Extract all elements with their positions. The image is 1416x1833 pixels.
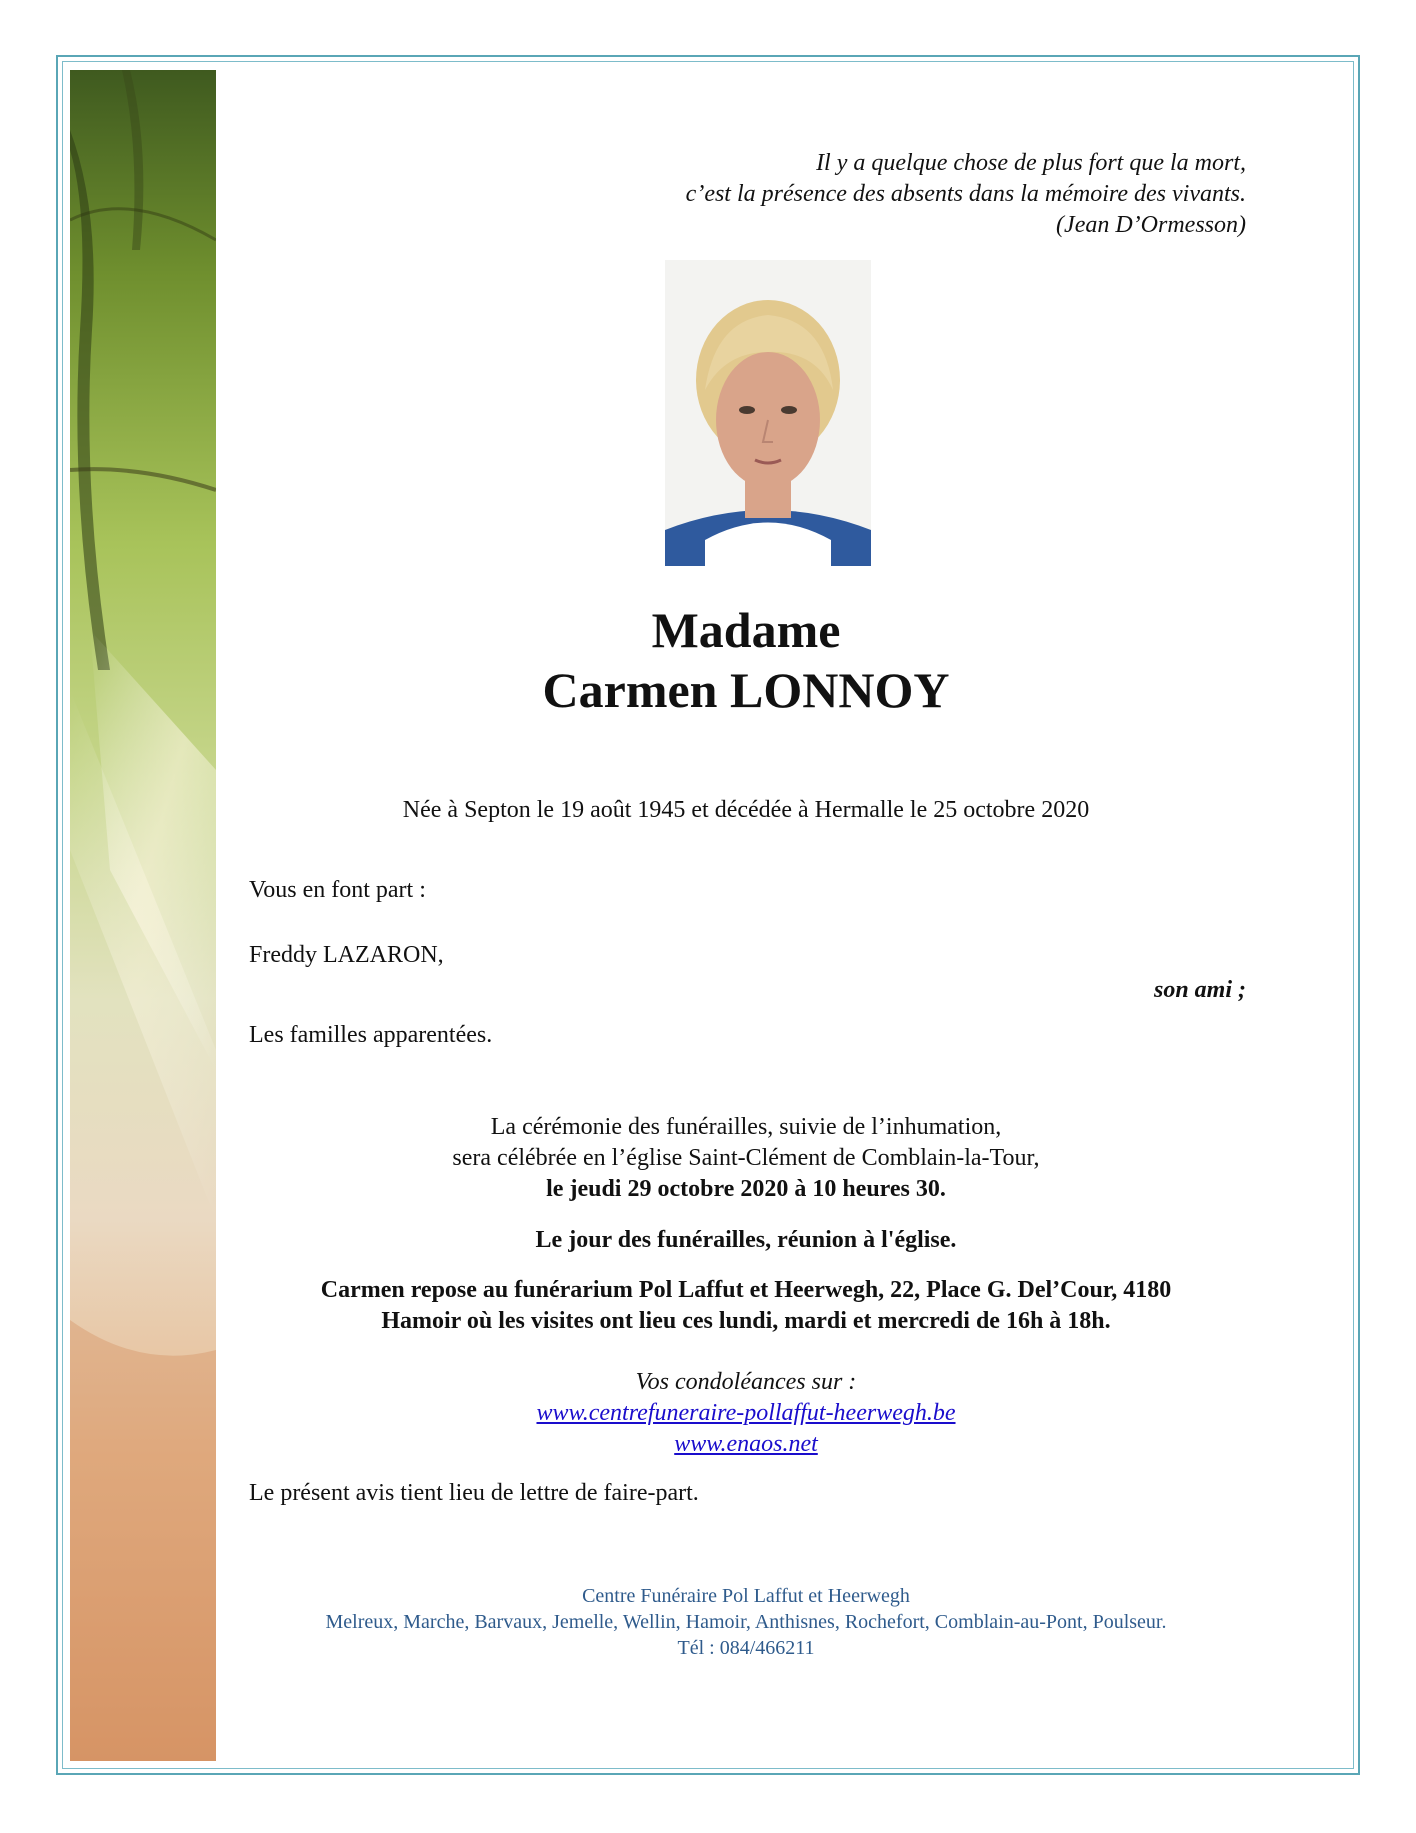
visits-line-1: Carmen repose au funérarium Pol Laffut et Heerwegh, 22, Place G. Del’Cour, 4180	[320, 1277, 1172, 1303]
forest-path-side-image	[70, 70, 216, 1761]
funeral-home-footer	[216, 1583, 1276, 1661]
condolences-link-centrefuneraire[interactable]: www.centrefuneraire-pollaffut-heerwegh.be	[536, 1400, 956, 1426]
visits-block	[216, 1275, 1276, 1337]
closing-note: Le présent avis tient lieu de lettre de faire-part.	[249, 1480, 699, 1506]
condolences-link-enaos[interactable]: www.enaos.net	[674, 1431, 818, 1457]
quote-line-1: Il y a quelque chose de plus fort que la mort,	[816, 150, 1246, 176]
announcement-families: Les familles apparentées.	[249, 1022, 493, 1048]
ceremony-meeting: Le jour des funérailles, réunion à l'église.	[535, 1227, 957, 1253]
ceremony-line-1: La cérémonie des funérailles, suivie de l’inhumation,	[490, 1114, 1002, 1140]
visits-line-2: Hamoir où les visites ont lieu ces lundi, mardi et mercredi de 16h à 18h.	[381, 1308, 1111, 1334]
ceremony-line-2: sera célébrée en l’église Saint-Clément de Comblain-la-Tour,	[452, 1145, 1040, 1171]
quote-line-2: c’est la présence des absents dans la mémoire des vivants.	[685, 181, 1246, 207]
birth-death-line: Née à Septon le 19 août 1945 et décédée à Hermalle le 25 octobre 2020	[402, 797, 1090, 823]
footer-company: Centre Funéraire Pol Laffut et Heerwegh	[582, 1585, 910, 1607]
announcement-person: Freddy LAZARON,	[249, 942, 444, 968]
quote-author: (Jean D’Ormesson)	[1056, 212, 1246, 238]
deceased-title: Madame	[651, 602, 841, 658]
epitaph-quote	[346, 148, 1246, 241]
deceased-portrait-photo	[665, 260, 871, 566]
announcement-intro: Vous en font part :	[249, 877, 426, 903]
footer-phone: Tél : 084/466211	[677, 1637, 815, 1659]
condolences-block	[216, 1367, 1276, 1460]
footer-locations: Melreux, Marche, Barvaux, Jemelle, Wellin, Hamoir, Anthisnes, Rochefort, Comblain-au-Pont, Poulseur.	[325, 1611, 1167, 1633]
ceremony-block	[216, 1112, 1276, 1205]
deceased-name-block	[216, 600, 1276, 720]
ceremony-date: le jeudi 29 octobre 2020 à 10 heures 30.	[546, 1176, 946, 1202]
condolences-label: Vos condoléances sur :	[635, 1369, 857, 1395]
announcement-relation: son ami ;	[1153, 977, 1246, 1003]
deceased-name: Carmen LONNOY	[542, 662, 950, 718]
